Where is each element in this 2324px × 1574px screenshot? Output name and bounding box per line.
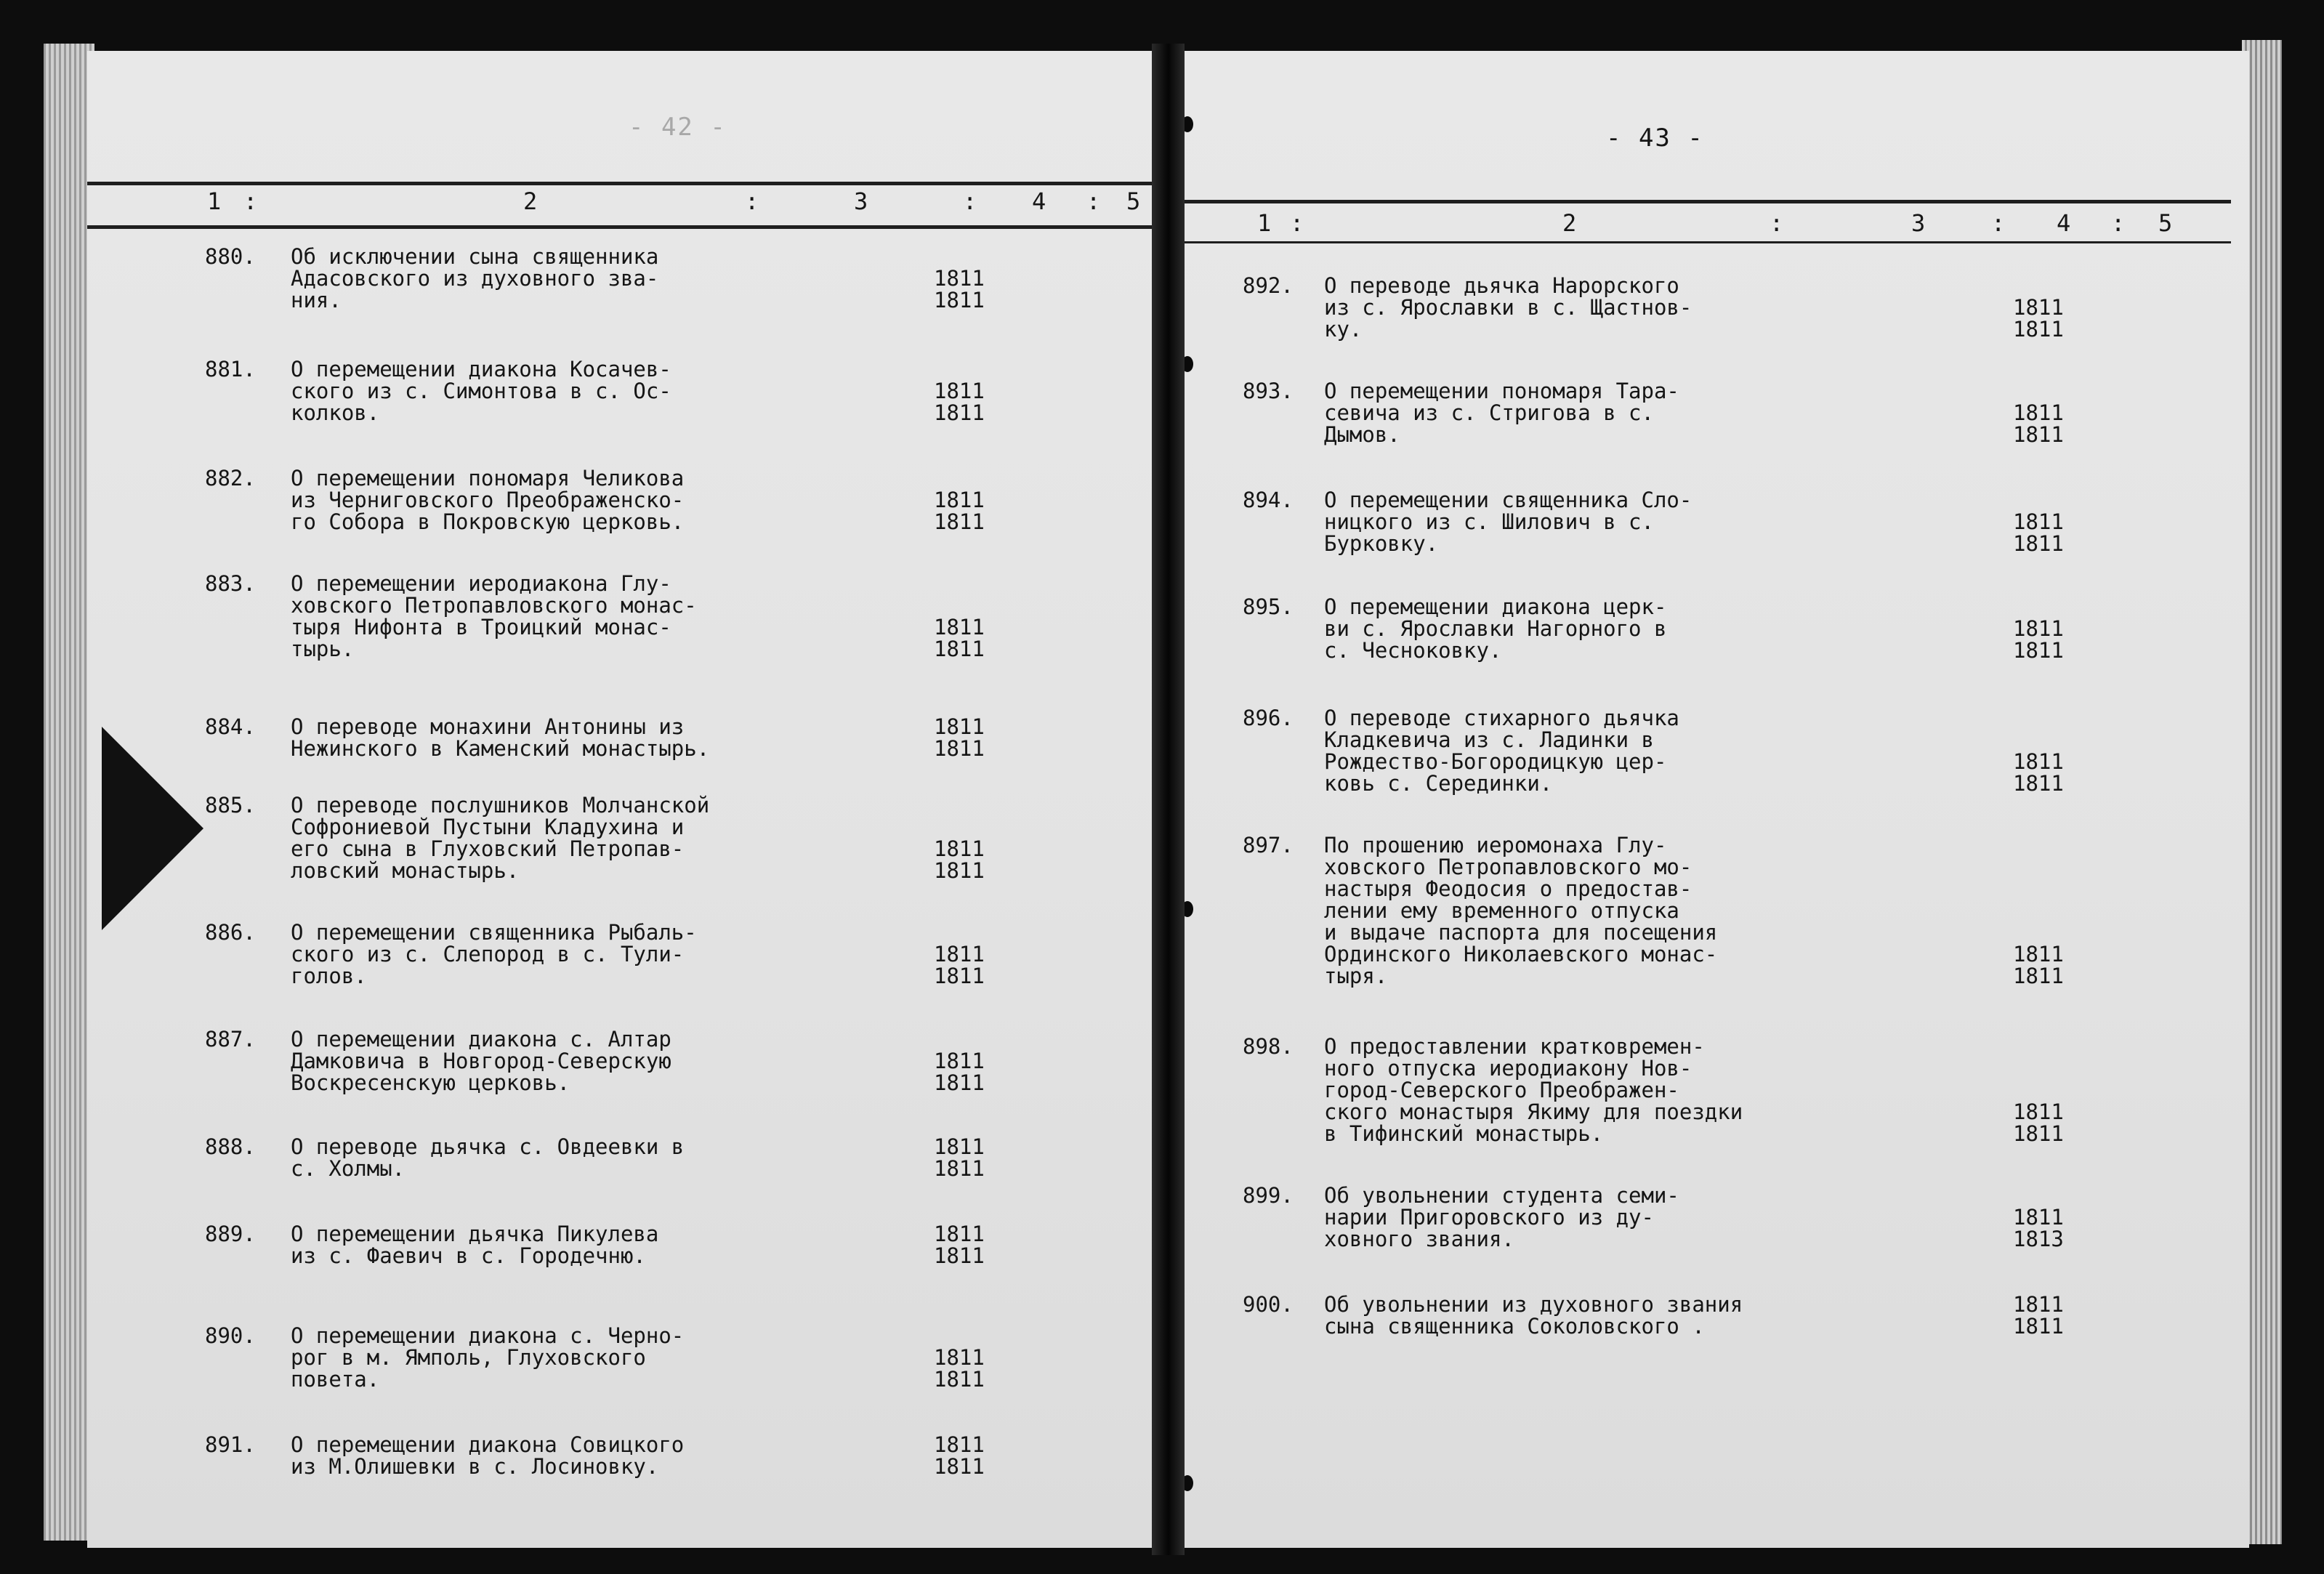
- right-col-4: 4: [2057, 209, 2071, 237]
- entry-years: [2013, 402, 2064, 445]
- entry-years: [934, 616, 985, 660]
- entry-description-line: Кладкевича из с. Ладинки в: [1324, 727, 1654, 752]
- entry-year: 1811: [934, 1134, 985, 1159]
- entry-year: 1811: [934, 942, 985, 966]
- entry-years: [2013, 296, 2064, 340]
- entry-year: 1811: [2013, 1314, 2064, 1339]
- entry-years: [934, 267, 985, 311]
- entry-number: 888.: [205, 1134, 256, 1159]
- entry-years: [934, 1347, 985, 1390]
- entry-years: [934, 1050, 985, 1094]
- entry-year: 1811: [2013, 422, 2064, 447]
- entry-description-line: повета.: [291, 1367, 380, 1392]
- entry-year: 1811: [2013, 400, 2064, 425]
- entry-description-line: тырь.: [291, 637, 355, 661]
- entry-year: 1811: [934, 1222, 985, 1246]
- entry-description-line: ховного звания.: [1324, 1227, 1514, 1251]
- entry-description-line: Об исключении сына священника: [291, 244, 659, 269]
- entry-description-line: ницкого из с. Шилович в с.: [1324, 509, 1654, 534]
- entry-description-line: Нежинского в Каменский монастырь.: [291, 736, 710, 761]
- entry-description-line: Рождество-Богородицкую цер-: [1324, 749, 1667, 774]
- entry-description-line: ковь с. Серединки.: [1324, 771, 1553, 796]
- entry-description-line: О предоставлении кратковремен-: [1324, 1034, 1705, 1059]
- entry-years: [2013, 511, 2064, 554]
- entry-description-line: ви с. Ярославки Нагорного в: [1324, 616, 1667, 641]
- entry-number: 895.: [1243, 594, 1294, 619]
- left-column-header: 1 : 2 : 3 : 4 : 5: [207, 187, 1141, 215]
- entry-description-line: ния.: [291, 288, 342, 312]
- entry-year: 1811: [934, 1070, 985, 1095]
- entry-number: 894.: [1243, 488, 1294, 512]
- entry-description-line: с. Холмы.: [291, 1156, 406, 1181]
- entry-description-line: ского из с. Симонтова в с. Ос-: [291, 379, 671, 403]
- entry-year: 1811: [2013, 531, 2064, 556]
- entry-year: 1811: [2013, 1121, 2064, 1146]
- entry-description-line: го Собора в Покровскую церковь.: [291, 509, 685, 534]
- entry-year: 1811: [2013, 942, 2064, 966]
- entry-description-line: Софрониевой Пустыни Кладухина и: [291, 815, 685, 839]
- binding-hole: [1185, 356, 1193, 372]
- entry-description-line: ского из с. Слепород в с. Тули-: [291, 942, 685, 966]
- entry-description-line: Об увольнении из духовного звания: [1324, 1292, 1743, 1317]
- entry-description-line: его сына в Глуховский Петропав-: [291, 836, 685, 861]
- entry-year: 1811: [2013, 1205, 2064, 1230]
- entry-year: 1811: [934, 1432, 985, 1457]
- entry-year: 1811: [934, 1243, 985, 1268]
- entry-number: 897.: [1243, 833, 1294, 857]
- entry-description-line: О перемещении диакона Косачев-: [291, 357, 671, 382]
- entry-number: 900.: [1243, 1292, 1294, 1317]
- entry-year: 1811: [934, 288, 985, 312]
- entry-year: 1811: [2013, 295, 2064, 320]
- entry-description-line: рог в м. Ямполь, Глуховского: [291, 1345, 646, 1370]
- entry-description-line: По прошению иеромонаха Глу-: [1324, 833, 1667, 857]
- entry-description-line: О перемещении диакона с. Черно-: [291, 1323, 685, 1348]
- left-col-5: 5: [1126, 187, 1141, 215]
- entry-description-line: О перемещении дьячка Пикулева: [291, 1222, 659, 1246]
- entry-year: 1811: [934, 736, 985, 761]
- entry-number: 890.: [205, 1323, 256, 1348]
- entry-year: 1811: [2013, 1292, 2064, 1317]
- entry-number: 886.: [205, 920, 256, 945]
- entry-year: 1811: [934, 1367, 985, 1392]
- entry-description-line: О перемещении диакона церк-: [1324, 594, 1667, 619]
- entry-number: 896.: [1243, 706, 1294, 730]
- entry-years: [934, 838, 985, 881]
- entry-years: [2013, 618, 2064, 661]
- entry-description-line: ловский монастырь.: [291, 858, 520, 883]
- book-spine: [1152, 44, 1185, 1555]
- right-col-3: 3: [1911, 209, 1926, 237]
- entry-year: 1811: [934, 488, 985, 512]
- entry-year: 1811: [934, 714, 985, 739]
- entry-description-line: О перемещении священника Рыбаль-: [291, 920, 697, 945]
- entry-year: 1811: [2013, 509, 2064, 534]
- entry-number: 887.: [205, 1027, 256, 1052]
- left-bleed-through: [901, 327, 927, 371]
- entry-years: [2013, 1206, 2064, 1250]
- right-page-number: - 43 -: [1606, 124, 1704, 153]
- entry-description-line: О переводе дьячка Нарорского: [1324, 273, 1679, 298]
- right-col-5: 5: [2158, 209, 2173, 237]
- entry-description-line: ного отпуска иеродиакону Нов-: [1324, 1056, 1692, 1081]
- entry-description-line: О переводе дьячка с. Овдеевки в: [291, 1134, 685, 1159]
- entry-number: 882.: [205, 466, 256, 491]
- entry-year: 1811: [2013, 749, 2064, 774]
- entry-years: [2013, 1101, 2064, 1145]
- entry-number: 898.: [1243, 1034, 1294, 1059]
- binding-hole: [1185, 901, 1193, 917]
- entry-description-line: настыря Феодосия о предостав-: [1324, 876, 1692, 901]
- entry-description-line: тыря Нифонта в Троицкий монас-: [291, 615, 671, 639]
- entry-description-line: ховского Петропавловского мо-: [1324, 855, 1692, 879]
- entry-years: [934, 489, 985, 533]
- entry-year: 1811: [2013, 638, 2064, 663]
- entry-number: 884.: [205, 714, 256, 739]
- entry-description-line: колков.: [291, 400, 380, 425]
- entry-year: 1811: [934, 637, 985, 661]
- entry-description-line: Об увольнении студента семи-: [1324, 1183, 1679, 1208]
- entry-year: 1811: [2013, 317, 2064, 342]
- entry-year: 1811: [934, 379, 985, 403]
- entry-description-line: О переводе стихарного дьячка: [1324, 706, 1679, 730]
- entry-description-line: Адасовского из духовного зва-: [291, 266, 659, 291]
- entry-description-line: севича из с. Стригова в с.: [1324, 400, 1654, 425]
- entry-description-line: О переводе монахини Антонины из: [291, 714, 685, 739]
- right-column-header: 1 : 2 : 3 : 4 : 5: [1257, 209, 2173, 237]
- entry-description-line: тыря.: [1324, 964, 1388, 988]
- entry-description-line: Воскресенскую церковь.: [291, 1070, 570, 1095]
- entry-description-line: Ординского Николаевского монас-: [1324, 942, 1718, 966]
- entry-description-line: из Черниговского Преображенско-: [291, 488, 685, 512]
- entry-description-line: ховского Петропавловского монас-: [291, 593, 697, 618]
- entry-year: 1811: [934, 615, 985, 639]
- entry-number: 891.: [205, 1432, 256, 1457]
- entry-year: 1811: [2013, 964, 2064, 988]
- entry-number: 885.: [205, 793, 256, 818]
- entry-years: [2013, 1293, 2064, 1337]
- entry-years: [934, 1223, 985, 1267]
- entry-description-line: О перемещении диакона Совицкого: [291, 1432, 685, 1457]
- entry-year: 1811: [934, 858, 985, 883]
- entry-years: [934, 1136, 985, 1179]
- right-col-2: 2: [1562, 209, 1577, 237]
- entry-year: 1813: [2013, 1227, 2064, 1251]
- entry-year: 1811: [934, 1345, 985, 1370]
- entry-year: 1811: [934, 1049, 985, 1073]
- entry-description-line: и выдаче паспорта для посещения: [1324, 920, 1718, 945]
- entry-description-line: город-Северского Преображен-: [1324, 1078, 1679, 1102]
- right-page: [1185, 51, 2249, 1548]
- entry-description-line: из с. Фаевич в с. Городечню.: [291, 1243, 646, 1268]
- page-tear: [102, 727, 203, 930]
- entry-description-line: Дымов.: [1324, 422, 1400, 447]
- entry-description-line: ского монастыря Якиму для поездки: [1324, 1099, 1743, 1124]
- entry-number: 889.: [205, 1222, 256, 1246]
- entry-year: 1811: [934, 1156, 985, 1181]
- left-header-bottom-rule: [87, 225, 1152, 229]
- left-col-4: 4: [1032, 187, 1046, 215]
- entry-description-line: О перемещении пономаря Тара-: [1324, 379, 1679, 403]
- entry-years: [2013, 751, 2064, 794]
- right-col-1: 1: [1257, 209, 1272, 237]
- entry-description-line: О перемещении диакона с. Алтар: [291, 1027, 671, 1052]
- entry-description-line: О перемещении иеродиакона Глу-: [291, 571, 671, 596]
- entry-description-line: голов.: [291, 964, 367, 988]
- entry-years: [2013, 943, 2064, 987]
- left-page: [87, 51, 1152, 1548]
- entry-year: 1811: [934, 964, 985, 988]
- right-header-bottom-rule: [1185, 241, 2231, 243]
- left-col-3: 3: [854, 187, 868, 215]
- entry-year: 1811: [934, 836, 985, 861]
- entry-description-line: сына священника Соколовского .: [1324, 1314, 1705, 1339]
- entry-year: 1811: [2013, 771, 2064, 796]
- entry-year: 1811: [934, 1454, 985, 1479]
- entry-description-line: О перемещении священника Сло-: [1324, 488, 1692, 512]
- entry-years: [934, 380, 985, 424]
- binding-hole: [1185, 116, 1193, 132]
- entry-number: 899.: [1243, 1183, 1294, 1208]
- entry-description-line: из М.Олишевки в с. Лосиновку.: [291, 1454, 659, 1479]
- entry-description-line: О перемещении пономаря Челикова: [291, 466, 685, 491]
- entry-description-line: лении ему временного отпуска: [1324, 898, 1679, 923]
- entry-number: 883.: [205, 571, 256, 596]
- entry-year: 1811: [2013, 1099, 2064, 1124]
- entry-years: [934, 943, 985, 987]
- entry-description-line: с. Чесноковку.: [1324, 638, 1502, 663]
- entry-number: 880.: [205, 244, 256, 269]
- entry-description-line: нарии Пригоровского из ду-: [1324, 1205, 1654, 1230]
- entry-number: 881.: [205, 357, 256, 382]
- entry-description-line: Бурковку.: [1324, 531, 1439, 556]
- binding-hole: [1185, 1475, 1193, 1491]
- entry-description-line: Дамковича в Новгород-Северскую: [291, 1049, 671, 1073]
- entry-description-line: из с. Ярославки в с. Щастнов-: [1324, 295, 1692, 320]
- entry-year: 1811: [934, 400, 985, 425]
- entry-years: [934, 1434, 985, 1477]
- entry-year: 1811: [2013, 616, 2064, 641]
- left-page-number: - 42 -: [629, 113, 727, 142]
- entry-year: 1811: [934, 266, 985, 291]
- entry-number: 893.: [1243, 379, 1294, 403]
- entry-years: [934, 716, 985, 759]
- left-col-1: 1: [207, 187, 222, 215]
- entry-description-line: в Тифинский монастырь.: [1324, 1121, 1604, 1146]
- entry-description-line: ку.: [1324, 317, 1363, 342]
- entry-year: 1811: [934, 509, 985, 534]
- entry-number: 892.: [1243, 273, 1294, 298]
- entry-description-line: О переводе послушников Молчанской: [291, 793, 710, 818]
- left-col-2: 2: [523, 187, 538, 215]
